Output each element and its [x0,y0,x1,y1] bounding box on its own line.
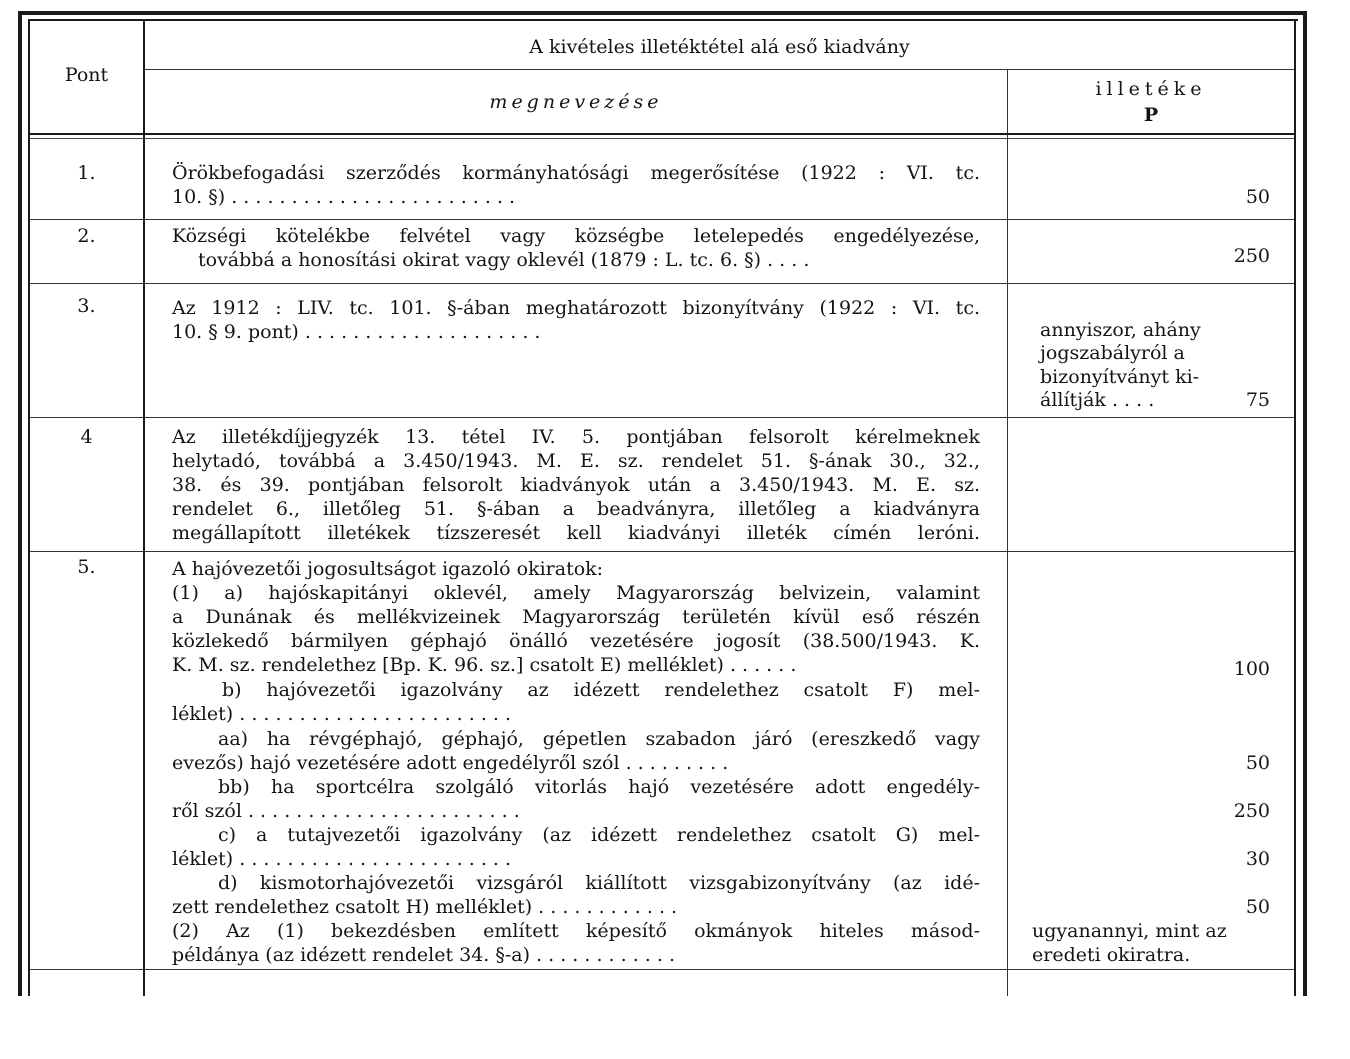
fee-note-line: jogszabályról a [1040,342,1185,364]
row-separator [30,283,1294,284]
fee-value: 50 [1245,752,1270,774]
header-rule-bottom-2 [30,138,1294,139]
row-text-line: Örökbefogadási szerződés kormányhatósági megerősítése (1922 : VI. tc. [172,162,980,184]
fee-note-line: ugyanannyi, mint az [1032,920,1227,942]
header-rule-bottom [30,133,1294,135]
row-text-line: b) hajóvezetői igazolvány az idézett rendelethez csatolt F) mel- [222,679,980,701]
row-separator [30,219,1294,220]
row-number: 5. [77,556,96,578]
fee-value: 250 [1233,245,1270,267]
row-text-line: A hajóvezetői jogosultságot igazoló okiratok: [172,558,604,580]
fee-column-header: illetéke [1095,78,1207,100]
row-text-line: a Dunának és mellékvizeinek Magyarország területén kívül eső részén [172,606,980,628]
row-text-line: aa) ha révgéphajó, géphajó, gépetlen szabadon járó (ereszkedő vagy [218,728,980,750]
row-number: 1. [77,162,96,184]
row-text-line: 10. §) . . . . . . . . . . . . . . . . . . . . . . . . [172,186,516,208]
table-border-top-inner [28,19,1298,21]
row-text-line: K. M. sz. rendelethez [Bp. K. 96. sz.] csatolt E) melléklet) . . . . . . [172,654,797,676]
column-rule-fee [1007,70,1008,996]
row-number: 2. [77,225,96,247]
row-text-line: 38. és 39. pontjában felsorolt kiadványok után a 3.450/1943. M. E. sz. [172,474,980,496]
fee-value: 50 [1245,896,1270,918]
name-column-header: megnevezése [489,91,663,113]
fee-value: 100 [1233,658,1270,680]
fee-value: 50 [1245,186,1270,208]
row-text-line: bb) ha sportcélra szolgáló vitorlás hajó vezetésére adott engedély- [218,776,980,798]
column-rule-pont [143,21,145,996]
row-text-line: Az illetékdíjjegyzék 13. tétel IV. 5. pontjában felsorolt kérelmeknek [172,426,980,448]
fee-note-line: állítják . . . . [1040,389,1155,411]
row-text-line: Az 1912 : LIV. tc. 101. §-ában meghatározott bizonyítvány (1922 : VI. tc. [172,297,980,319]
table-border-left [18,11,22,996]
row-text-line: Községi kötelékbe felvétel vagy községbe letelepedés engedélyezése, [172,225,980,247]
row-text-line: (1) a) hajóskapitányi oklevél, amely Magyarország belvizein, valamint [172,582,980,604]
row-text-line: 10. § 9. pont) . . . . . . . . . . . . . . . . . . . . [172,321,541,343]
row-text-line: léklet) . . . . . . . . . . . . . . . . . . . . . . . [172,703,512,725]
fee-unit-header: P [1143,104,1159,126]
group-header-title: A kivételes illetéktétel alá eső kiadvány [529,36,910,58]
fee-note-line: bizonyítványt ki- [1040,366,1200,388]
row-separator [30,969,1294,970]
row-text-line: közlekedő bármilyen géphajó önálló vezetésére jogosít (38.500/1943. K. [172,630,980,652]
row-text-line: helytadó, továbbá a 3.450/1943. M. E. sz. rendelet 51. §-ának 30., 32., [172,450,980,472]
row-text-line: (2) Az (1) bekezdésben említett képesítő okmányok hiteles másod- [172,920,980,942]
header-rule-group [145,69,1294,70]
row-separator [30,417,1294,418]
row-text-line: d) kismotorhajóvezetői vizsgáról kiállított vizsgabizonyítvány (az idé- [218,872,980,894]
table-border-right-inner [1294,19,1296,996]
table-border-top [18,11,1307,15]
fee-note-line: annyiszor, ahány [1040,319,1201,341]
row-text-line: továbbá a honosítási okirat vagy oklevél (1879 : L. tc. 6. §) . . . . [198,249,810,271]
table-border-right [1303,11,1307,996]
row-text-line: léklet) . . . . . . . . . . . . . . . . . . . . . . . [172,848,512,870]
fee-note-line: eredeti okiratra. [1032,944,1191,966]
row-text-line: zett rendelethez csatolt H) melléklet) . . . . . . . . . . . . [172,896,678,918]
fee-value: 30 [1245,848,1270,870]
row-text-line: c) a tutajvezetői igazolvány (az idézett rendelethez csatolt G) mel- [218,824,980,846]
fee-value: 75 [1245,389,1270,411]
row-text-line: evezős) hajó vezetésére adott engedélyről szól . . . . . . . . . [172,752,729,774]
row-number: 3. [77,295,96,317]
row-text-line: megállapított illetékek tízszeresét kell kiadványi illeték címén leróni. [172,522,980,544]
row-text-line: ről szól . . . . . . . . . . . . . . . . . . . . . . . [172,800,520,822]
row-text-line: rendelet 6., illetőleg 51. §-ában a beadványra, illetőleg a kiadványra [172,498,980,520]
pont-column-header: Pont [64,64,109,86]
row-number: 4 [80,426,93,448]
row-text-line: példánya (az idézett rendelet 34. §-a) . . . . . . . . . . . . [172,944,675,966]
row-separator [30,551,1294,552]
fee-value: 250 [1233,800,1270,822]
